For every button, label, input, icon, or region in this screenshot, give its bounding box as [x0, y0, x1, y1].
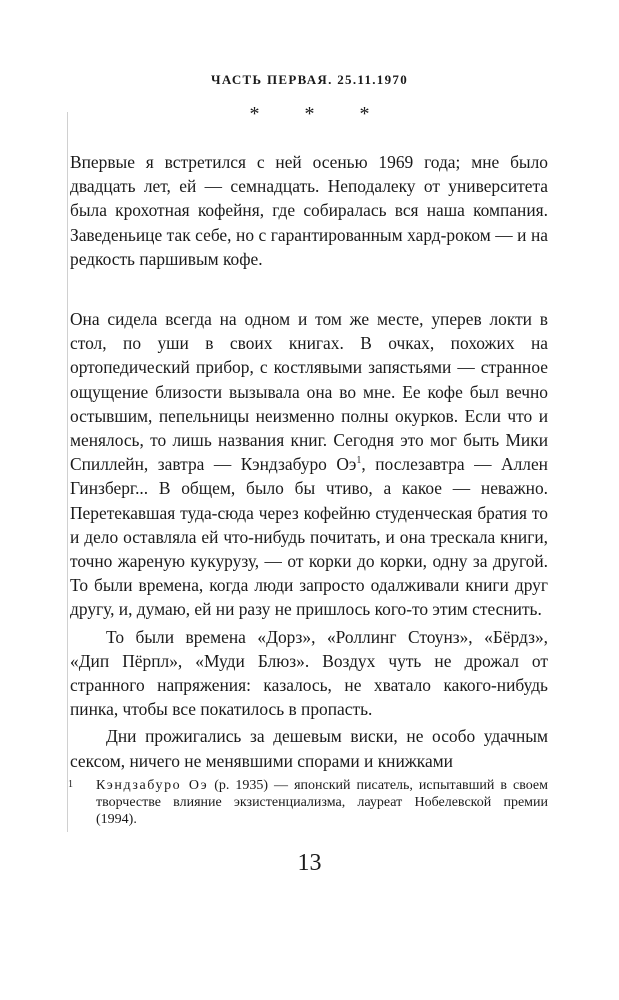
margin-rule — [67, 112, 68, 832]
footnote-marker: 1 — [68, 779, 73, 790]
footnote-body — [96, 777, 548, 828]
page-number: 13 — [297, 850, 322, 876]
paragraph-2-part-a: Она сидела всегда на одном и том же месте, уперев локти в стол, по уши в своих книгах. В очках, похожих на ортопедический прибор, с костлявыми запястьями — странное ощущение близости вызывала она во мне. Ее кофе был вечно остывшим, пепельницы неизменно полны окурков. Если что и менялось, то лишь названия книг. Сегодня это мог быть Мики Спиллейн, завтра — Кэндзабуро Оэ — [70, 309, 548, 475]
footnote-text: (р. 1935) — японский писатель, испытавший в своем творчестве влияние экзистенциализма, лауреат Нобелевской премии (1994). — [96, 778, 548, 827]
footnote — [70, 777, 548, 828]
paragraph-2-part-b: , послезавтра — Аллен Гинзберг... В общем, было бы чтиво, а какое — неважно. Перетекавшая туда-сюда через кофейню студенческая братия то и дело оставляла ей что-нибудь почитать, и она трескала книги, точно жареную кукурузу, — от корки до корки, одну за другой. То были времена, когда люди запросто одалживали книги друг другу, и, думаю, ей ни разу не пришлось кого-то этим стеснить. — [70, 454, 548, 620]
footnote-reference[interactable]: 1 — [356, 455, 362, 467]
body-text-main — [70, 307, 548, 773]
running-header: ЧАСТЬ ПЕРВАЯ. 25.11.1970 — [210, 72, 409, 87]
paragraph-2 — [70, 307, 548, 622]
section-break: * * * — [249, 103, 390, 125]
paragraph-3: То были времена «Дорз», «Роллинг Стоунз», «Бёрдз», «Дип Пёрпл», «Муди Блюз». Воздух чуть не дрожал от странного напряжения: казалось, не хватало какого-нибудь пинка, чтобы все покатилось в пропасть. — [70, 626, 548, 720]
paragraph-4: Дни прожигались за дешевым виски, не особо удачным сексом, ничего не менявшими спорами и книжками — [70, 726, 548, 771]
paragraph-1: Впервые я встретился с ней осенью 1969 года; мне было двадцать лет, ей — семнадцать. Неподалеку от университета была крохотная кофейня, где собиралась вся наша компания. Заведеньице так себе, но с гарантированным хард-роком — и на редкость паршивым кофе. — [70, 152, 548, 269]
footnote-name: Кэндзабуро Оэ — [96, 778, 209, 793]
body-text-first — [70, 150, 548, 271]
